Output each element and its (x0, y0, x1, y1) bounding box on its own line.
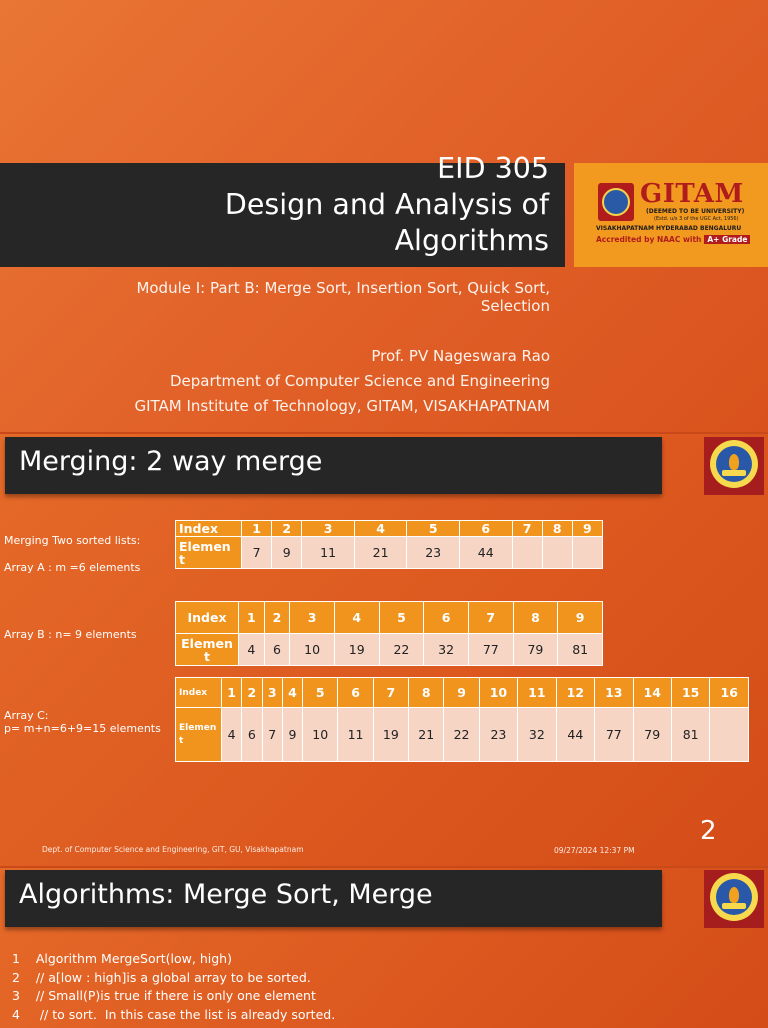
index-cell: 9 (572, 521, 602, 537)
algorithm-slide (0, 868, 768, 1028)
index-cell: 8 (542, 521, 572, 537)
element-cell: 79 (513, 634, 558, 666)
array-c-table (175, 677, 749, 762)
index-cell: 13 (595, 678, 633, 708)
gitam-logo (596, 181, 748, 249)
index-cell: 7 (373, 678, 408, 708)
label-array-a: Array A : m =6 elements (4, 561, 141, 574)
index-cell: 8 (513, 602, 558, 634)
logo-campuses: VISAKHAPATNAM HYDERABAD BENGALURU (596, 225, 742, 232)
element-cell: 22 (379, 634, 424, 666)
department-name: Department of Computer Science and Engineering (169, 372, 550, 390)
index-header: Index (176, 521, 242, 537)
element-cell (710, 708, 749, 762)
grade-badge: A+ Grade (704, 235, 750, 244)
element-cell: 9 (282, 708, 302, 762)
gitam-seal-icon (704, 870, 764, 928)
course-name-line2: Algorithms (394, 224, 549, 257)
title-slide (0, 0, 768, 432)
author-name: Prof. PV Nageswara Rao (371, 347, 550, 365)
code-line-3: 3 // Small(P)is true if there is only one element (12, 988, 316, 1003)
module-line1: Module I: Part B: Merge Sort, Insertion Sort, Quick Sort, (136, 279, 550, 297)
element-cell: 9 (272, 537, 302, 569)
index-header: Index (176, 678, 222, 708)
label-merging: Merging Two sorted lists: (4, 534, 141, 547)
element-cell: 10 (290, 634, 335, 666)
slide-header (5, 437, 662, 494)
institute-name: GITAM Institute of Technology, GITAM, VISAKHAPATNAM (134, 397, 550, 415)
array-a-table (175, 520, 603, 569)
code-line-1: 1 Algorithm MergeSort(low, high) (12, 951, 232, 966)
logo-accreditation: Accredited by NAAC with A+ Grade (596, 235, 750, 244)
element-cell: 4 (222, 708, 242, 762)
index-header: Index (176, 602, 239, 634)
title-bar (0, 152, 565, 267)
label-array-c: Array C: (4, 709, 49, 722)
slide-title: Algorithms: Merge Sort, Merge (19, 879, 433, 910)
index-cell: 5 (379, 602, 424, 634)
index-cell: 9 (558, 602, 603, 634)
gitam-seal-icon (704, 437, 764, 495)
index-cell: 3 (302, 521, 355, 537)
course-name-line1: Design and Analysis of (224, 188, 549, 221)
index-cell: 7 (468, 602, 513, 634)
index-cell: 11 (518, 678, 556, 708)
element-header: Elemen t (176, 537, 242, 569)
element-cell: 22 (444, 708, 479, 762)
element-cell: 81 (558, 634, 603, 666)
index-cell: 5 (407, 521, 460, 537)
index-cell: 5 (303, 678, 338, 708)
element-cell: 44 (459, 537, 512, 569)
index-cell: 3 (290, 602, 335, 634)
array-b-table (175, 601, 603, 666)
index-cell: 2 (264, 602, 290, 634)
element-cell: 77 (468, 634, 513, 666)
element-cell: 44 (556, 708, 594, 762)
element-cell: 32 (518, 708, 556, 762)
element-cell: 7 (242, 537, 272, 569)
slide-title: Merging: 2 way merge (19, 446, 323, 477)
label-array-b: Array B : n= 9 elements (4, 628, 137, 641)
index-cell: 2 (272, 521, 302, 537)
element-cell: 6 (242, 708, 262, 762)
logo-word: GITAM (640, 179, 744, 209)
element-cell: 32 (424, 634, 469, 666)
page-number: 2 (700, 816, 717, 846)
element-cell: 23 (479, 708, 517, 762)
slide-header (5, 870, 662, 927)
code-line-2: 2 // a[low : high]is a global array to be sorted. (12, 969, 311, 985)
index-cell: 4 (354, 521, 407, 537)
element-cell: 6 (264, 634, 290, 666)
element-cell: 7 (262, 708, 282, 762)
element-cell: 21 (354, 537, 407, 569)
element-cell: 10 (303, 708, 338, 762)
label-array-c-count: p= m+n=6+9=15 elements (4, 722, 161, 735)
index-cell: 15 (671, 678, 709, 708)
element-cell: 79 (633, 708, 671, 762)
index-cell: 1 (222, 678, 242, 708)
logo-estd: (Estd. u/s 3 of the UGC Act, 1956) (654, 216, 739, 222)
module-line2: Selection (480, 297, 550, 315)
index-cell: 6 (338, 678, 373, 708)
index-cell: 2 (242, 678, 262, 708)
footer-department: Dept. of Computer Science and Engineering, GIT, GU, Visakhapatnam (42, 845, 304, 854)
course-code: EID 305 (437, 152, 549, 185)
element-cell: 19 (334, 634, 379, 666)
index-cell: 16 (710, 678, 749, 708)
index-cell: 1 (242, 521, 272, 537)
footer-date: 09/27/2024 12:37 PM (554, 846, 635, 855)
index-cell: 8 (409, 678, 444, 708)
index-cell: 7 (512, 521, 542, 537)
element-header: Elemen t (176, 708, 222, 762)
gitam-logo-box (574, 163, 768, 267)
gitam-seal-icon (598, 183, 634, 221)
element-cell (512, 537, 542, 569)
element-cell: 21 (409, 708, 444, 762)
element-cell (572, 537, 602, 569)
index-cell: 10 (479, 678, 517, 708)
course-title (225, 151, 549, 259)
index-cell: 4 (334, 602, 379, 634)
element-cell: 81 (671, 708, 709, 762)
element-cell: 11 (302, 537, 355, 569)
logo-deemed: (DEEMED TO BE UNIVERSITY) (646, 208, 745, 215)
index-cell: 1 (239, 602, 265, 634)
element-cell: 11 (338, 708, 373, 762)
index-cell: 14 (633, 678, 671, 708)
element-cell (542, 537, 572, 569)
element-cell: 19 (373, 708, 408, 762)
element-cell: 23 (407, 537, 460, 569)
index-cell: 12 (556, 678, 594, 708)
merging-slide (0, 434, 768, 866)
index-cell: 4 (282, 678, 302, 708)
code-line-4: 4 // to sort. In this case the list is already sorted. (12, 1006, 336, 1022)
index-cell: 9 (444, 678, 479, 708)
element-cell: 77 (595, 708, 633, 762)
element-cell: 4 (239, 634, 265, 666)
index-cell: 6 (459, 521, 512, 537)
index-cell: 3 (262, 678, 282, 708)
element-header: Elemen t (176, 634, 239, 666)
index-cell: 6 (424, 602, 469, 634)
